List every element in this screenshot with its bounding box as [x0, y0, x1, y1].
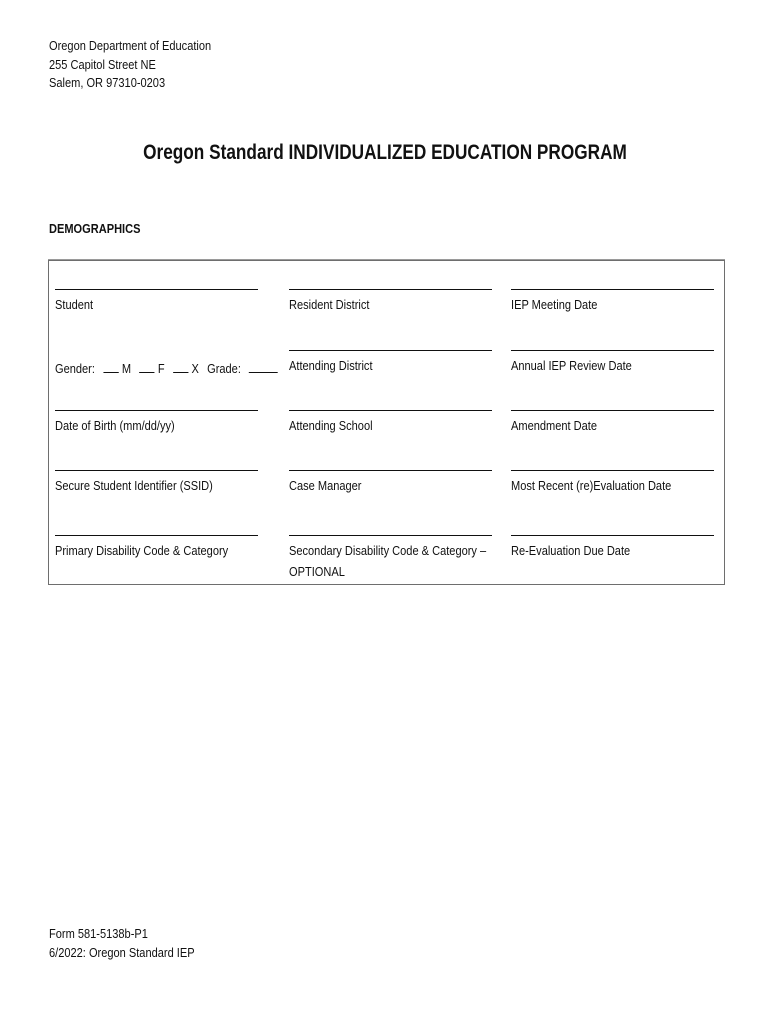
gender-grade-line [55, 358, 281, 379]
secondary-disability-field[interactable] [289, 535, 492, 582]
secondary-disability-blank-line[interactable] [289, 535, 492, 536]
resident-district-label: Resident District [289, 297, 370, 312]
reevaluation-due-date-field[interactable] [511, 535, 714, 561]
secondary-disability-label: Secondary Disability Code & Category – OPTIONAL [289, 543, 487, 579]
ssid-field[interactable] [55, 470, 258, 496]
attending-school-blank-line[interactable] [289, 410, 492, 411]
student-field[interactable] [55, 289, 258, 315]
document-title [0, 139, 770, 167]
grade-label: Grade: [207, 361, 241, 376]
most-recent-evaluation-date-blank-line[interactable] [511, 470, 714, 471]
form-footer [49, 924, 220, 962]
document-title-text: Oregon Standard INDIVIDUALIZED EDUCATION PROGRAM [143, 141, 627, 164]
amendment-date-blank-line[interactable] [511, 410, 714, 411]
gender-x-blank[interactable] [173, 360, 188, 373]
primary-disability-label: Primary Disability Code & Category [55, 543, 229, 558]
attending-district-blank-line[interactable] [289, 350, 492, 351]
gender-f-blank[interactable] [139, 360, 154, 373]
most-recent-evaluation-date-field[interactable] [511, 470, 714, 496]
ssid-label: Secure Student Identifier (SSID) [55, 478, 213, 493]
reevaluation-due-date-blank-line[interactable] [511, 535, 714, 536]
date-of-birth-field[interactable] [55, 410, 258, 436]
annual-iep-review-date-field[interactable] [511, 350, 714, 376]
student-blank-line[interactable] [55, 289, 258, 290]
annual-iep-review-date-label: Annual IEP Review Date [511, 358, 632, 373]
gender-m-blank[interactable] [103, 360, 118, 373]
form-revision: 6/2022: Oregon Standard IEP [49, 945, 195, 960]
form-number: Form 581-5138b-P1 [49, 926, 148, 941]
date-of-birth-label: Date of Birth (mm/dd/yy) [55, 418, 175, 433]
gender-f-option: F [157, 361, 165, 376]
section-heading-demographics [49, 220, 157, 238]
section-heading-text: DEMOGRAPHICS [49, 221, 141, 236]
annual-iep-review-date-blank-line[interactable] [511, 350, 714, 351]
attending-school-field[interactable] [289, 410, 492, 436]
amendment-date-label: Amendment Date [511, 418, 597, 433]
iep-meeting-date-field[interactable] [511, 289, 714, 315]
case-manager-label: Case Manager [289, 478, 362, 493]
resident-district-field[interactable] [289, 289, 492, 315]
primary-disability-field[interactable] [55, 535, 258, 561]
resident-district-blank-line[interactable] [289, 289, 492, 290]
agency-street: 255 Capitol Street NE [49, 56, 156, 72]
case-manager-field[interactable] [289, 470, 492, 496]
most-recent-evaluation-date-label: Most Recent (re)Evaluation Date [511, 478, 672, 493]
agency-city: Salem, OR 97310-0203 [49, 75, 166, 90]
case-manager-blank-line[interactable] [289, 470, 492, 471]
agency-name: Oregon Department of Education [49, 38, 212, 53]
gender-x-option: X [191, 361, 199, 376]
iep-meeting-date-label: IEP Meeting Date [511, 297, 598, 312]
gender-m-option: M [121, 361, 132, 376]
iep-meeting-date-blank-line[interactable] [511, 289, 714, 290]
date-of-birth-blank-line[interactable] [55, 410, 258, 411]
reevaluation-due-date-label: Re-Evaluation Due Date [511, 543, 631, 558]
student-label: Student [55, 297, 94, 312]
attending-district-field[interactable] [289, 350, 492, 376]
ssid-blank-line[interactable] [55, 470, 258, 471]
agency-address [49, 37, 240, 93]
amendment-date-field[interactable] [511, 410, 714, 436]
gender-label: Gender: [55, 361, 95, 376]
attending-district-label: Attending District [289, 358, 373, 373]
demographics-table [48, 260, 725, 585]
grade-blank[interactable] [249, 360, 278, 373]
primary-disability-blank-line[interactable] [55, 535, 258, 536]
attending-school-label: Attending School [289, 418, 373, 433]
